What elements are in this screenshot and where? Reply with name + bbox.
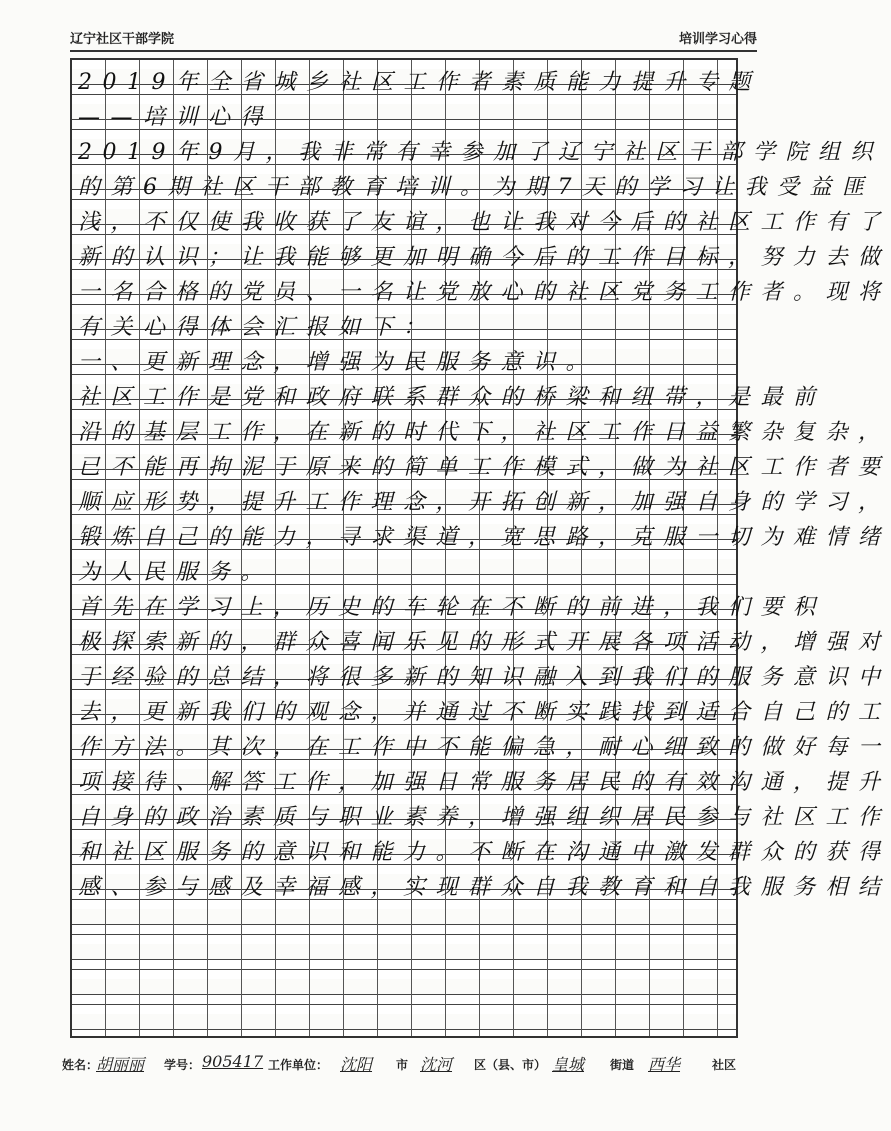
city-label: 市 [396, 1058, 409, 1072]
school-name: 辽宁社区干部学院 [70, 32, 175, 47]
text-line: 社区工作是党和政府联系群众的桥梁和纽带，是最前 [78, 385, 826, 410]
text-line: ——培训心得 [78, 105, 274, 130]
student-id-label: 学号： [164, 1058, 201, 1072]
page-header [70, 22, 757, 46]
name-label: 姓名： [62, 1058, 99, 1072]
text-line: 已不能再拘泥于原来的简单工作模式，做为社区工作者要 [78, 455, 891, 480]
text-line: 一、更新理念，增强为民服务意识。 [78, 350, 599, 375]
text-line: 的第6期社区干部教育培训。为期7天的学习让我受益匪 [78, 175, 875, 200]
text-line: 去，更新我们的观念，并通过不断实践找到适合自己的工 [78, 700, 891, 725]
community-value: 西华 [648, 1055, 681, 1074]
text-line: 2019年全省城乡社区工作者素质能力提升专题 [78, 70, 761, 95]
handwritten-lines [72, 60, 891, 900]
district-value: 沈河 [420, 1055, 453, 1074]
student-info-footer [62, 1050, 752, 1076]
text-line: 作方法。其次，在工作中不能偏急，耐心细致的做好每一 [78, 735, 891, 760]
city-value: 沈阳 [340, 1055, 373, 1074]
text-line: 自身的政治素质与职业素养，增强组织居民参与社区工作 [78, 805, 891, 830]
text-line: 感、参与感及幸福感，实现群众自我教育和自我服务相结 [78, 875, 891, 900]
street-label: 街道 [610, 1058, 635, 1072]
work-unit-label: 工作单位： [268, 1058, 329, 1072]
text-line: 首先在学习上，历史的车轮在不断的前进，我们要积 [78, 595, 826, 620]
text-line: 于经验的总结，将很多新的知识融入到我们的服务意识中 [78, 665, 891, 690]
text-line: 为人民服务。 [78, 560, 274, 585]
document-title: 培训学习心得 [678, 32, 757, 47]
text-line: 锻炼自己的能力，寻求渠道，宽思路，克服一切为难情绪 [78, 525, 891, 550]
community-label: 社区 [712, 1058, 737, 1072]
text-line: 和社区服务的意识和能力。不断在沟通中激发群众的获得 [78, 840, 891, 865]
writing-grid-sheet [70, 58, 891, 1038]
header-divider [70, 50, 757, 52]
street-value: 皇城 [552, 1055, 585, 1074]
text-line: 一名合格的党员、一名让党放心的社区党务工作者。现将 [78, 280, 891, 305]
district-label: 区（县、市） [474, 1058, 547, 1072]
name-value: 胡丽丽 [96, 1055, 145, 1074]
text-line: 项接待、解答工作，加强日常服务居民的有效沟通，提升 [78, 770, 891, 795]
text-line: 浅，不仅使我收获了友谊，也让我对今后的社区工作有了 [78, 210, 891, 235]
student-id-value: 905417 [202, 1052, 264, 1071]
text-line: 顺应形势，提升工作理念，开拓创新，加强自身的学习， [78, 490, 891, 515]
text-line: 2019年9月，我非常有幸参加了辽宁社区干部学院组织 [78, 140, 883, 165]
text-line: 有关心得体会汇报如下： [78, 315, 436, 340]
text-line: 沿的基层工作，在新的时代下，社区工作日益繁杂复杂， [78, 420, 891, 445]
text-line: 极探索新的，群众喜闻乐见的形式开展各项活动，增强对 [78, 630, 891, 655]
text-line: 新的认识；让我能够更加明确今后的工作目标，努力去做 [78, 245, 891, 270]
